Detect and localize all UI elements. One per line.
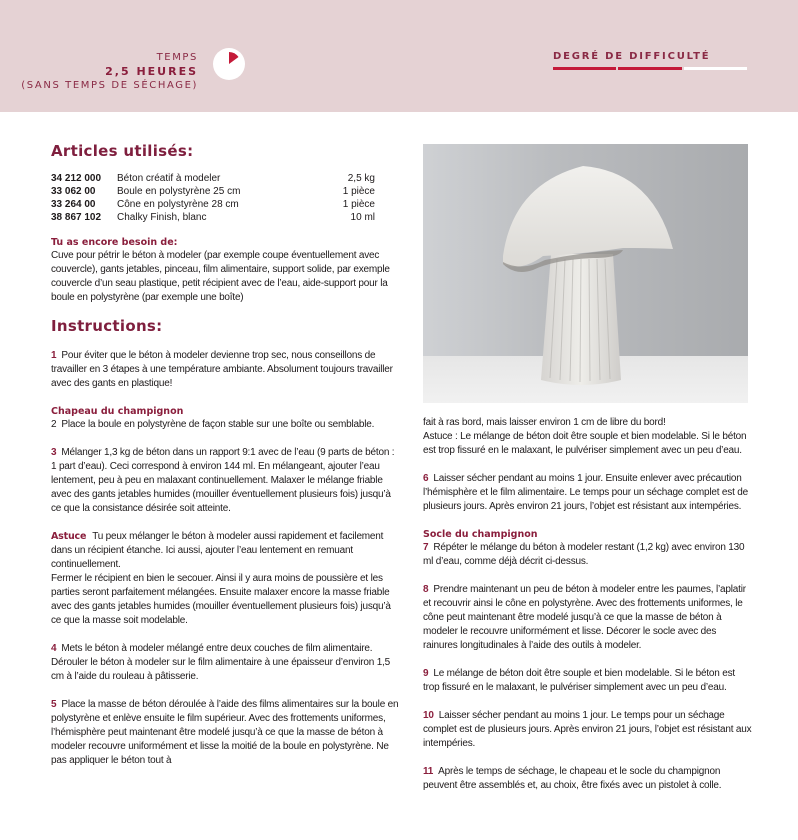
mushroom-illustration: [423, 144, 748, 403]
difficulty-segment-filled: [553, 67, 616, 70]
article-quantity: 1 pièce: [342, 199, 375, 210]
step-4: [51, 642, 401, 684]
tip-2: Astuce : Le mélange de béton doit être souple et bien modelable. Si le béton est trop fissuré en le malaxant, le pulvériser simplement avec un peu d’eau.: [423, 431, 747, 456]
article-description: Cône en polystyrène 28 cm: [117, 199, 239, 210]
tip-1: [51, 530, 401, 572]
difficulty-meter: [553, 67, 747, 71]
step-text: Répéter le mélange du béton à modeler restant (1,2 kg) avec environ 130 ml d’eau, comme déjà décrit ci-dessus.: [423, 542, 745, 567]
article-row: [51, 198, 401, 211]
time-info: [21, 51, 198, 93]
step-1: [51, 349, 401, 391]
tip-text: Tu peux mélanger le béton à modeler aussi rapidement et facilement dans un récipient étanche. Ici aussi, ajouter l’eau lentement en remuant continuellement.: [51, 531, 384, 570]
time-label: TEMPS: [156, 52, 198, 63]
step-number: 2: [51, 419, 57, 430]
step-8: [423, 583, 753, 653]
clock-icon: [213, 48, 245, 80]
step-number: 6: [423, 473, 429, 484]
step-text: Laisser sécher pendant au moins 1 jour. Le temps pour un séchage complet est de plusieurs jours. Après environ 21 jours, l’objet est résistant aux intempéries.: [423, 710, 752, 749]
article-row: [51, 211, 401, 224]
step-text: Pour éviter que le béton à modeler devienne trop sec, nous conseillons de travailler en 3 étapes à une température ambiante. Absolument toujours travailler avec des gants en plastique!: [51, 350, 393, 389]
step-3: [51, 446, 401, 516]
step-number: 7: [423, 542, 429, 553]
step-number: 3: [51, 447, 57, 458]
article-number: 33 264 00: [51, 199, 96, 210]
mushroom-cap: [503, 166, 673, 267]
right-column: [423, 416, 753, 793]
step-10: [423, 709, 753, 751]
cap-heading: Chapeau du champignon: [51, 406, 184, 417]
step-9: [423, 667, 753, 695]
step-number: 5: [51, 699, 57, 710]
step-text: Mets le béton à modeler mélangé entre deux couches de film alimentaire. Dérouler le béton à modeler sur le film alimentaire à une épaisseur d’environ 1,5 cm à l’aide du rouleau à pâtisserie.: [51, 643, 390, 682]
step-2: [51, 418, 401, 432]
left-column: [51, 142, 401, 768]
needs-heading: Tu as encore besoin de:: [51, 237, 178, 248]
articles-table: [51, 172, 401, 224]
step-text: Place la masse de béton déroulée à l’aide des films alimentaires sur la boule en polystyrène et enlève ensuite le film supérieur. Avec des frottements uniformes, l’hémisphère peut maintenant être modelé jusqu’à ce que la masse de béton à modeler recouvre uniformément et lisse la moitié de la boule en polystyrène. Ne pas appliquer le béton tout à: [51, 699, 399, 766]
article-description: Boule en polystyrène 25 cm: [117, 186, 241, 197]
step-number: 9: [423, 668, 429, 679]
step-5: [51, 698, 401, 768]
step-number: 4: [51, 643, 57, 654]
step-number: 11: [423, 766, 434, 777]
article-quantity: 1 pièce: [342, 186, 375, 197]
article-number: 38 867 102: [51, 212, 102, 223]
step-5-continued: fait à ras bord, mais laisser environ 1 cm de libre du bord!: [423, 417, 666, 428]
article-row: [51, 172, 401, 185]
needs-text: Cuve pour pétrir le béton à modeler (par exemple coupe éventuellement avec couvercle), gants jetables, pinceau, film alimentaire, support solide, par exemple couvercle d’un seau plastique, petit récipient avec de l’eau, aide-support pour la boule en polystyrène (par exemple une boîte): [51, 250, 390, 303]
tip-label: Astuce: [51, 531, 87, 542]
step-text: Laisser sécher pendant au moins 1 jour. Ensuite enlever avec précaution l’hémisphère et le film alimentaire. Le temps pour un séchage complet est de plusieurs jours. Après environ 21 jours, l’objet est résistant aux intempéries.: [423, 473, 748, 512]
article-number: 34 212 000: [51, 173, 102, 184]
difficulty-segment-filled: [618, 67, 681, 70]
articles-heading: Articles utilisés:: [51, 142, 194, 160]
instructions-heading: Instructions:: [51, 317, 163, 335]
article-quantity: 2,5 kg: [347, 173, 375, 184]
article-description: Chalky Finish, blanc: [117, 212, 207, 223]
base-heading: Socle du champignon: [423, 529, 538, 540]
difficulty-segment-empty: [684, 67, 747, 70]
step-7: [423, 541, 753, 569]
difficulty-label: DEGRÉ DE DIFFICULTÉ: [553, 51, 711, 62]
step-number: 1: [51, 350, 57, 361]
step-text: Le mélange de béton doit être souple et bien modelable. Si le béton est trop fissuré en le malaxant, le pulvériser simplement avec un peu d’eau.: [423, 668, 735, 693]
step-text: Prendre maintenant un peu de béton à modeler entre les paumes, l’aplatir et recouvrir ainsi le cône en polystyrène. Avec des frottements uniformes, le cône peut maintenant être modelé jusqu’à ce que la masse de béton à modeler le recouvre uniformément et lisse. Décorer le socle avec des rainures longitudinales à l’aide des outils à modeler.: [423, 584, 746, 651]
step-text: Mélanger 1,3 kg de béton dans un rapport 9:1 avec de l’eau (9 parts de béton : 1 part d’eau). Ceci correspond à environ 144 ml. En mélangeant, ajouter l’eau lentement, peu à peu en malaxant continuellement. Malaxer le mélange friable avec des gants jetables humides (mouiller éventuellement plusieurs fois) jusqu’à ce que la consistance désirée soit atteinte.: [51, 447, 395, 514]
step-number: 8: [423, 584, 429, 595]
time-note: (SANS TEMPS DE SÉCHAGE): [21, 80, 198, 91]
needs-block: [51, 236, 401, 305]
step-number: 10: [423, 710, 434, 721]
step-6: [423, 472, 753, 514]
time-value: 2,5 HEURES: [105, 65, 198, 78]
step-11: [423, 765, 753, 793]
step-text: Place la boule en polystyrène de façon stable sur une boîte ou semblable.: [61, 419, 375, 430]
concrete-mushroom-photo: [423, 144, 748, 403]
article-number: 33 062 00: [51, 186, 96, 197]
article-row: [51, 185, 401, 198]
article-description: Béton créatif à modeler: [117, 173, 221, 184]
article-quantity: 10 ml: [350, 212, 375, 223]
tip-1-continued: Fermer le récipient en bien le secouer. Ainsi il y aura moins de poussière et les parties seront parfaitement mélangées. Ensuite malaxer encore la masse friable avec des gants jetables humides (mouiller éventuellement plusieurs fois) jusqu’à ce que la masse soit modelable.: [51, 573, 391, 626]
step-text: Après le temps de séchage, le chapeau et le socle du champignon peuvent être assemblés et, au choix, être fixés avec un pistolet à colle.: [423, 766, 722, 791]
